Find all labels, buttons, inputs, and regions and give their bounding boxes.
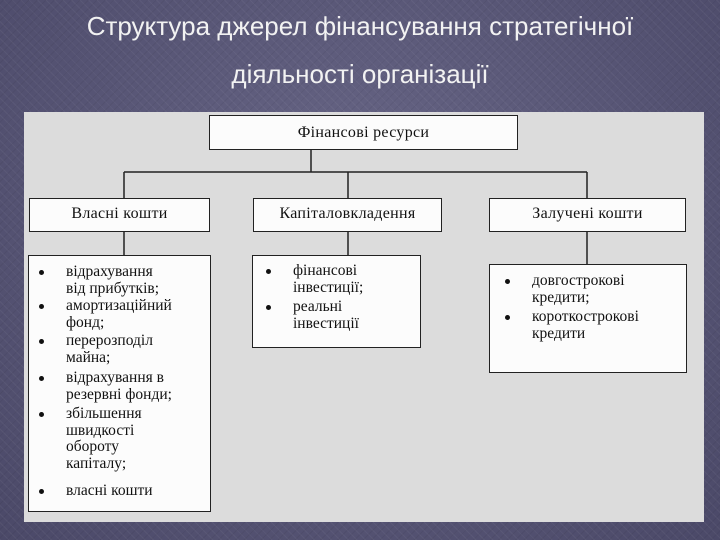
bullet-icon: [39, 339, 44, 344]
root-label: Фінансові ресурси: [297, 124, 430, 141]
bullet-icon: [39, 270, 44, 275]
list-item-text: перерозподіл майна;: [66, 332, 153, 366]
list-box-own-funds: [28, 255, 211, 512]
slide-title-line-2: діяльності організації: [231, 59, 489, 89]
root-box: [209, 115, 518, 150]
bullet-icon: [266, 269, 271, 274]
diagram-area: [24, 112, 704, 522]
column-header-label: Власні кошти: [71, 205, 168, 222]
list-item-text: фінансові інвестиції;: [293, 262, 364, 296]
slide-title-line-1: Структура джерел фінансування стратегічної: [86, 11, 634, 41]
list-item-text: короткострокові кредити: [532, 308, 639, 342]
bullet-icon: [505, 315, 510, 320]
slide-title: [20, 2, 700, 98]
list-item-text: відрахування в резервні фонди;: [66, 369, 172, 403]
bullet-icon: [39, 376, 44, 381]
list-item-text: реальні інвестиції: [293, 298, 359, 332]
list-item-text: відрахування від прибутків;: [66, 263, 160, 297]
column-header-label: Залучені кошти: [532, 205, 643, 222]
bullet-icon: [39, 489, 44, 494]
list-item-text: збільшення швидкості обороту капіталу;: [66, 405, 142, 472]
column-header-capital-investment: [253, 198, 442, 232]
bullet-icon: [266, 305, 271, 310]
column-header-borrowed-funds: [489, 198, 686, 232]
bullet-icon: [39, 304, 44, 309]
list-item-text: довгострокові кредити;: [532, 272, 625, 306]
column-header-label: Капіталовкладення: [279, 205, 416, 222]
column-header-own-funds: [29, 198, 210, 232]
bullet-icon: [39, 412, 44, 417]
bullet-icon: [505, 279, 510, 284]
list-item-text: амортизаційний фонд;: [66, 297, 172, 331]
list-box-borrowed-funds: [489, 264, 687, 373]
list-box-capital-investment: [252, 255, 421, 348]
list-item-text: власні кошти: [66, 482, 153, 499]
